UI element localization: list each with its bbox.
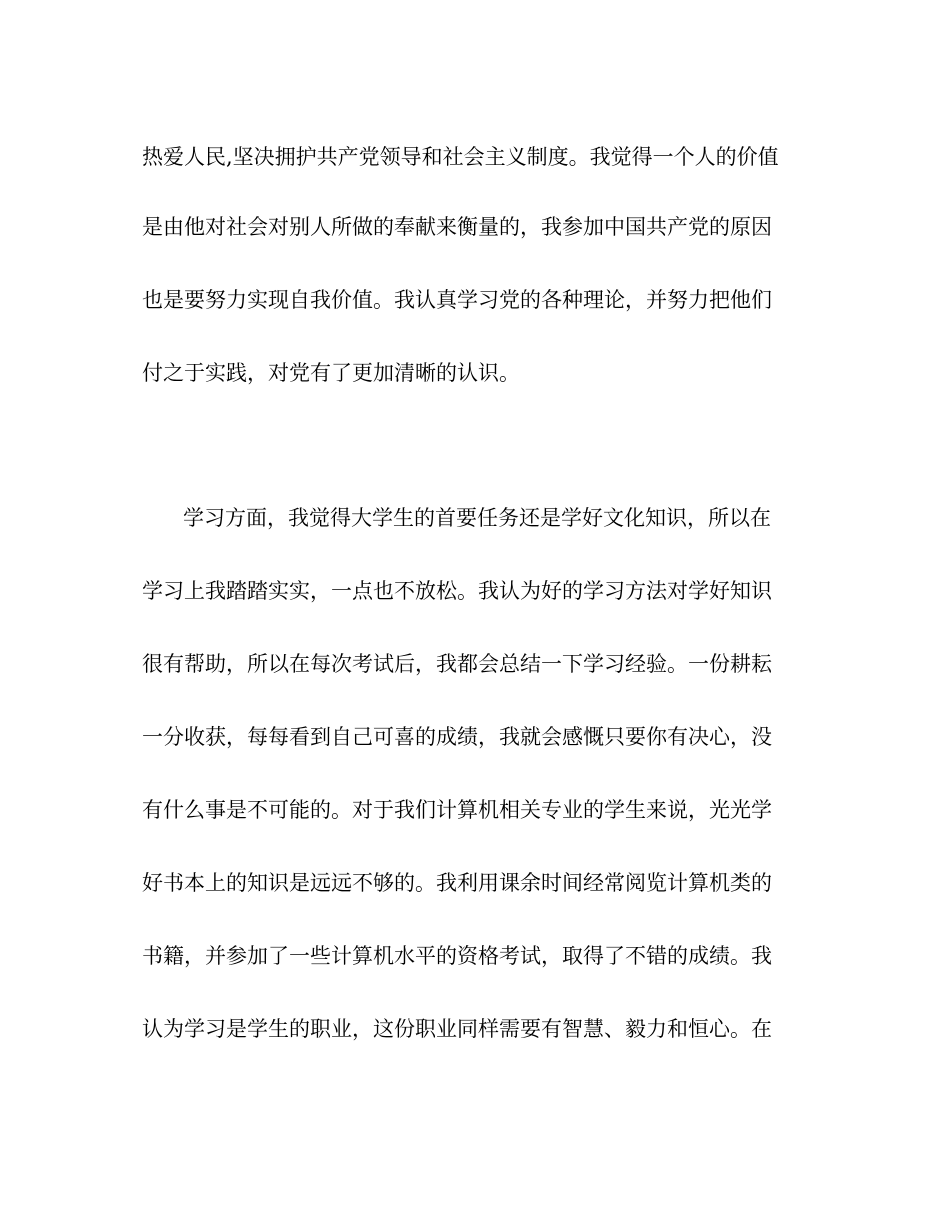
text-line: 热爱人民,坚决拥护共产党领导和社会主义制度。我觉得一个人的价值: [142, 145, 779, 169]
text-line: 认为学习是学生的职业，这份职业同样需要有智慧、毅力和恒心。在: [142, 1017, 772, 1041]
text-line: 书籍，并参加了一些计算机水平的资格考试，取得了不错的成绩。我: [142, 944, 772, 968]
text-line: 也是要努力实现自我价值。我认真学习党的各种理论，并努力把他们: [142, 288, 772, 312]
text-line: 有什么事是不可能的。对于我们计算机相关专业的学生来说，光光学: [142, 798, 772, 822]
text-line: 很有帮助，所以在每次考试后，我都会总结一下学习经验。一份耕耘: [142, 652, 772, 676]
text-line: 一分收获，每每看到自己可喜的成绩，我就会感慨只要你有决心，没: [142, 725, 772, 749]
text-line: 学习方面，我觉得大学生的首要任务还是学好文化知识，所以在: [183, 506, 771, 530]
text-line: 好书本上的知识是远远不够的。我利用课余时间经常阅览计算机类的: [142, 871, 772, 895]
text-line: 是由他对社会对别人所做的奉献来衡量的，我参加中国共产党的原因: [142, 215, 772, 239]
text-line: 学习上我踏踏实实，一点也不放松。我认为好的学习方法对学好知识: [142, 579, 772, 603]
text-line: 付之于实践，对党有了更加清晰的认识。: [142, 361, 520, 385]
